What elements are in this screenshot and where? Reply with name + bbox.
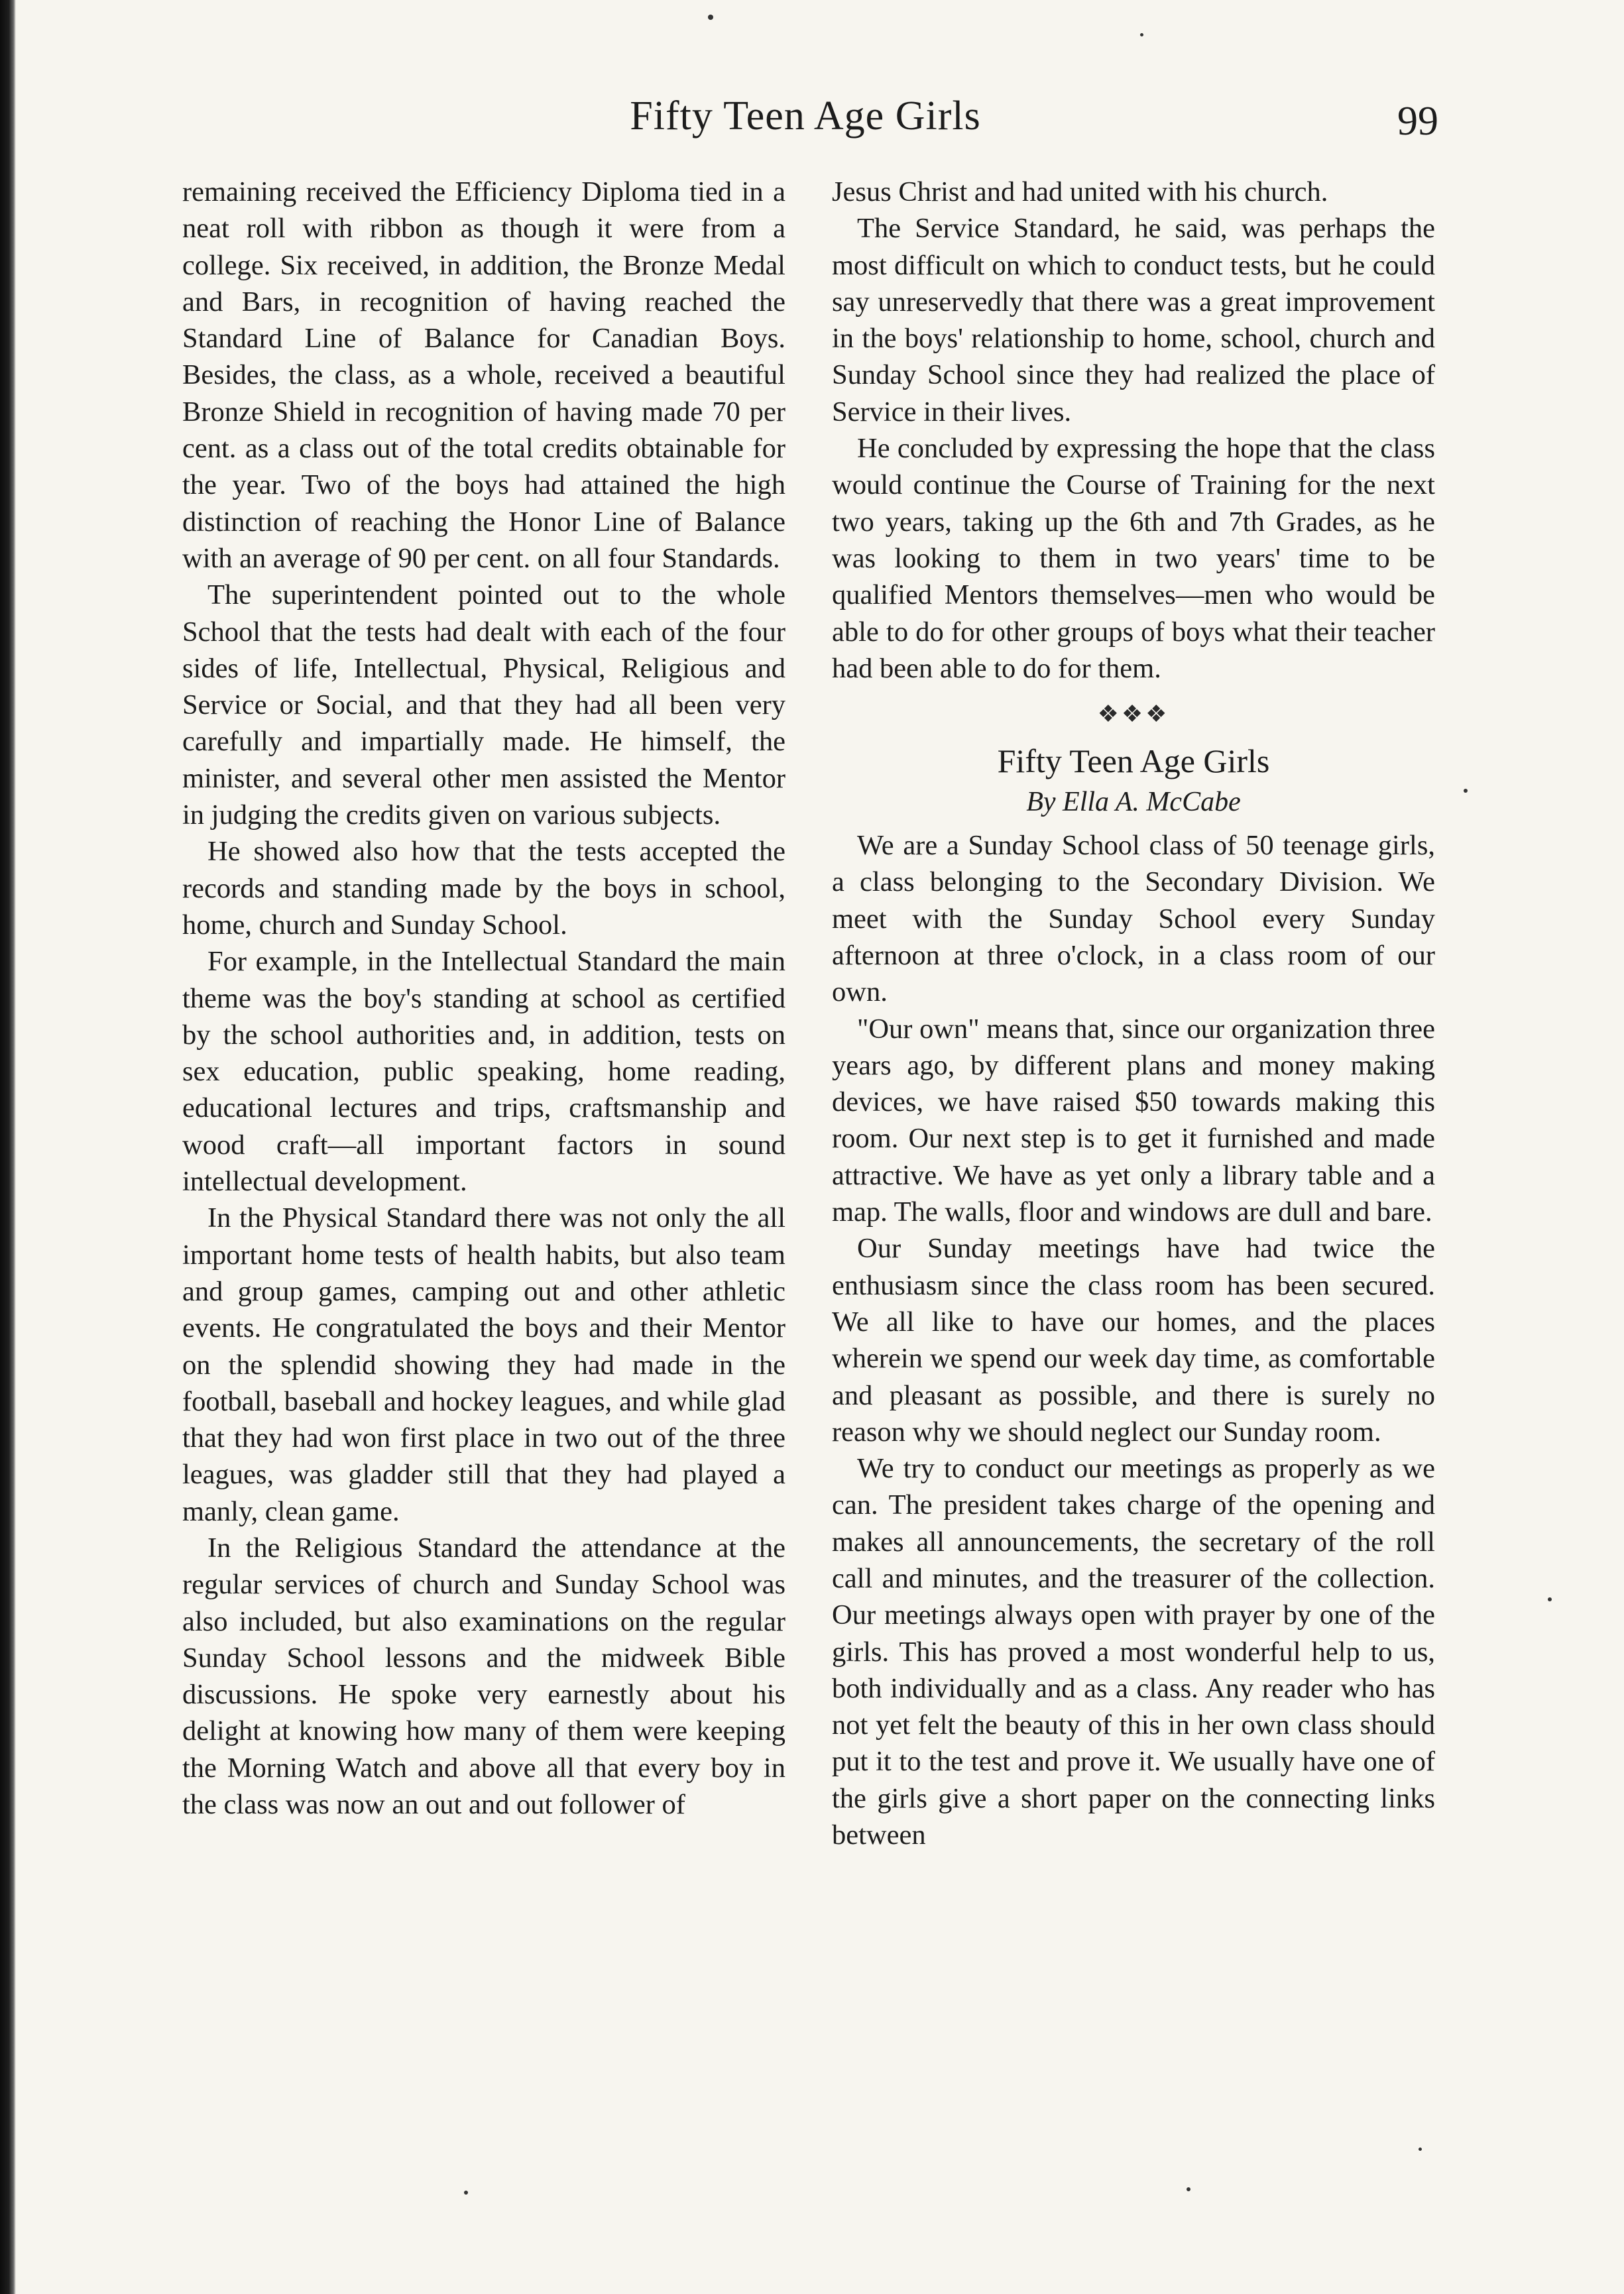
body-paragraph: In the Physical Standard there was not only the all important home tests of health habits, but also team and group games, camping out and other athletic events. He congratulated the boys and their Mentor on the splendid showing they had made in the football, baseball and hockey leagues, and while glad that they had won first place in two out of the three leagues, was gladder still that they had played a manly, clean game. [182, 1202, 785, 1527]
body-paragraph: The Service Standard, he said, was perhaps the most difficult on which to conduct tests, but he could say unreservedly that there was a great improvement in the boys' relationship to home, school, church and Sunday School since they had realized the place of Service in their lives. [832, 213, 1435, 428]
page-binding-edge [0, 0, 16, 2294]
body-paragraph: We are a Sunday School class of 50 teenage girls, a class belonging to the Secondary Division. We meet with the Sunday School every Sunday afternoon at three o'clock, in a class room of our own. [832, 830, 1435, 1008]
body-paragraph: "Our own" means that, since our organization three years ago, by different plans and money making devices, we have raised $50 towards making this room. Our next step is to get it furnished and made attractive. We have as yet only a library table and a map. The walls, floor and windows are dull and bare. [832, 1013, 1435, 1228]
page-number: 99 [1397, 99, 1438, 144]
section-ornament: ❖❖❖ [1097, 701, 1170, 728]
body-paragraph: The superintendent pointed out to the whole School that the tests had dealt with each of the four sides of life, Intellectual, Physical, Religious and Service or Social, and that they had all been very carefully and impartially made. He himself, the minister, and several other men assisted the Mentor in judging the credits given on various subjects. [182, 579, 785, 831]
scan-speck [1187, 2187, 1190, 2191]
left-column [182, 174, 785, 1823]
running-title: Fifty Teen Age Girls [630, 93, 981, 139]
page-header [172, 93, 1438, 146]
right-column [832, 174, 1435, 1853]
body-paragraph: We try to conduct our meetings as properly as we can. The president takes charge of the opening and makes all announcements, the secretary of the roll call and minutes, and the treasurer of the collection. Our meetings always open with prayer by one of the girls. This has proved a most wonderful help to us, both individually and as a class. Any reader who has not yet felt the beauty of this in her own class should put it to the test and prove it. We usually have one of the girls give a short paper on the connecting links between [832, 1453, 1435, 1851]
scan-speck [1140, 33, 1143, 36]
body-paragraph: Our Sunday meetings have had twice the enthusiasm since the class room has been secured. We all like to have our homes, and the places wherein we spend our week day time, as comfortable and pleasant as possible, and there is surely no reason why we should neglect our Sunday room. [832, 1233, 1435, 1448]
scan-speck [1419, 2148, 1422, 2151]
scan-speck [708, 15, 713, 20]
article-title: Fifty Teen Age Girls [997, 742, 1270, 780]
scan-speck [464, 2191, 468, 2195]
body-paragraph: In the Religious Standard the attendance at the regular services of church and Sunday School was also included, but also examinations on the regular Sunday School lessons and the midweek Bible discussions. He spoke very earnestly about his delight at knowing how many of them were keeping the Morning Watch and above all that every boy in the class was now an out and out follower of [182, 1532, 785, 1821]
body-paragraph: He showed also how that the tests accepted the records and standing made by the boys in school, home, church and Sunday School. [182, 836, 785, 941]
body-paragraph: remaining received the Efficiency Diploma tied in a neat roll with ribbon as though it were from a college. Six received, in addition, the Bronze Medal and Bars, in recognition of having reached the Standard Line of Balance for Canadian Boys. Besides, the class, as a whole, received a beautiful Bronze Shield in recognition of having made 70 per cent. as a class out of the total credits obtainable for the year. Two of the boys had attained the high distinction of reaching the Honor Line of Balance with an average of 90 per cent. on all four Standards. [182, 176, 785, 574]
body-paragraph: He concluded by expressing the hope that the class would continue the Course of Training for the next two years, taking up the 6th and 7th Grades, as he was looking to them in two years' time to be qualified Mentors themselves—men who would be able to do for other groups of boys what their teacher had been able to do for them. [832, 433, 1435, 684]
scan-speck [1548, 1597, 1552, 1601]
body-paragraph: Jesus Christ and had united with his church. [832, 176, 1328, 207]
body-paragraph: For example, in the Intellectual Standard the main theme was the boy's standing at school as certified by the school authorities and, in addition, tests on sex education, public speaking, home reading, educational lectures and trips, craftsmanship and wood craft—all important factors in sound intellectual development. [182, 946, 785, 1198]
article-byline: By Ella A. McCabe [1026, 786, 1241, 817]
scan-speck [1464, 789, 1468, 793]
